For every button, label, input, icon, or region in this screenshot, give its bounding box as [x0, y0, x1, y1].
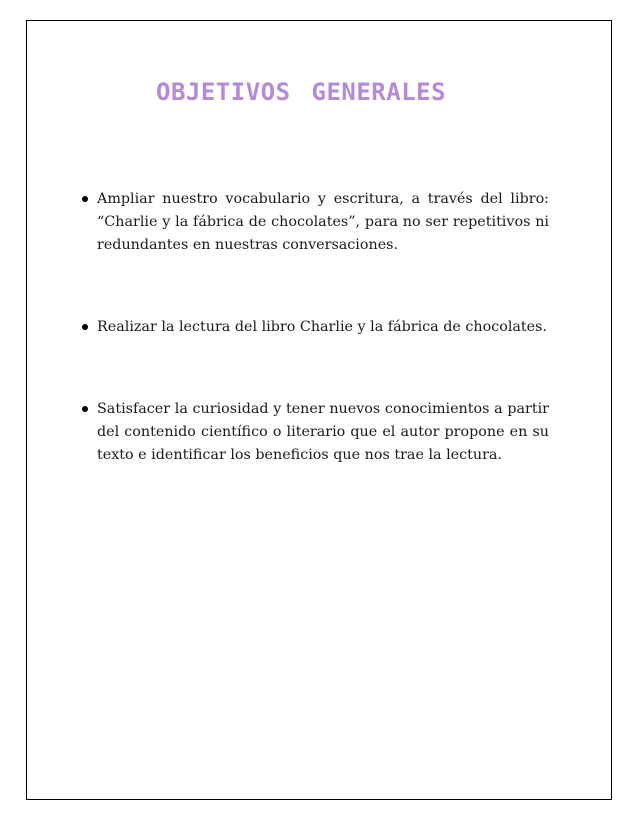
- bullet-icon: [82, 324, 88, 330]
- objective-text: Ampliar nuestro vocabulario y escritura, a través del libro: “Charlie y la fábrica de chocolates”, para no ser repetitivos ni redundantes en nuestras conversaciones.: [97, 191, 549, 253]
- bullet-icon: [82, 196, 88, 202]
- list-item: [97, 188, 549, 257]
- list-item: [97, 398, 549, 467]
- objective-text: Satisfacer la curiosidad y tener nuevos conocimientos a partir del contenido científico o literario que el autor propone en su texto e identificar los beneficios que nos trae la lectura.: [97, 401, 549, 463]
- objective-text: Realizar la lectura del libro Charlie y la fábrica de chocolates.: [97, 319, 548, 335]
- bullet-icon: [82, 406, 88, 412]
- page-title: OBJETIVOS GENERALES: [156, 78, 447, 106]
- objectives-list: [97, 188, 549, 467]
- list-item: [97, 316, 549, 339]
